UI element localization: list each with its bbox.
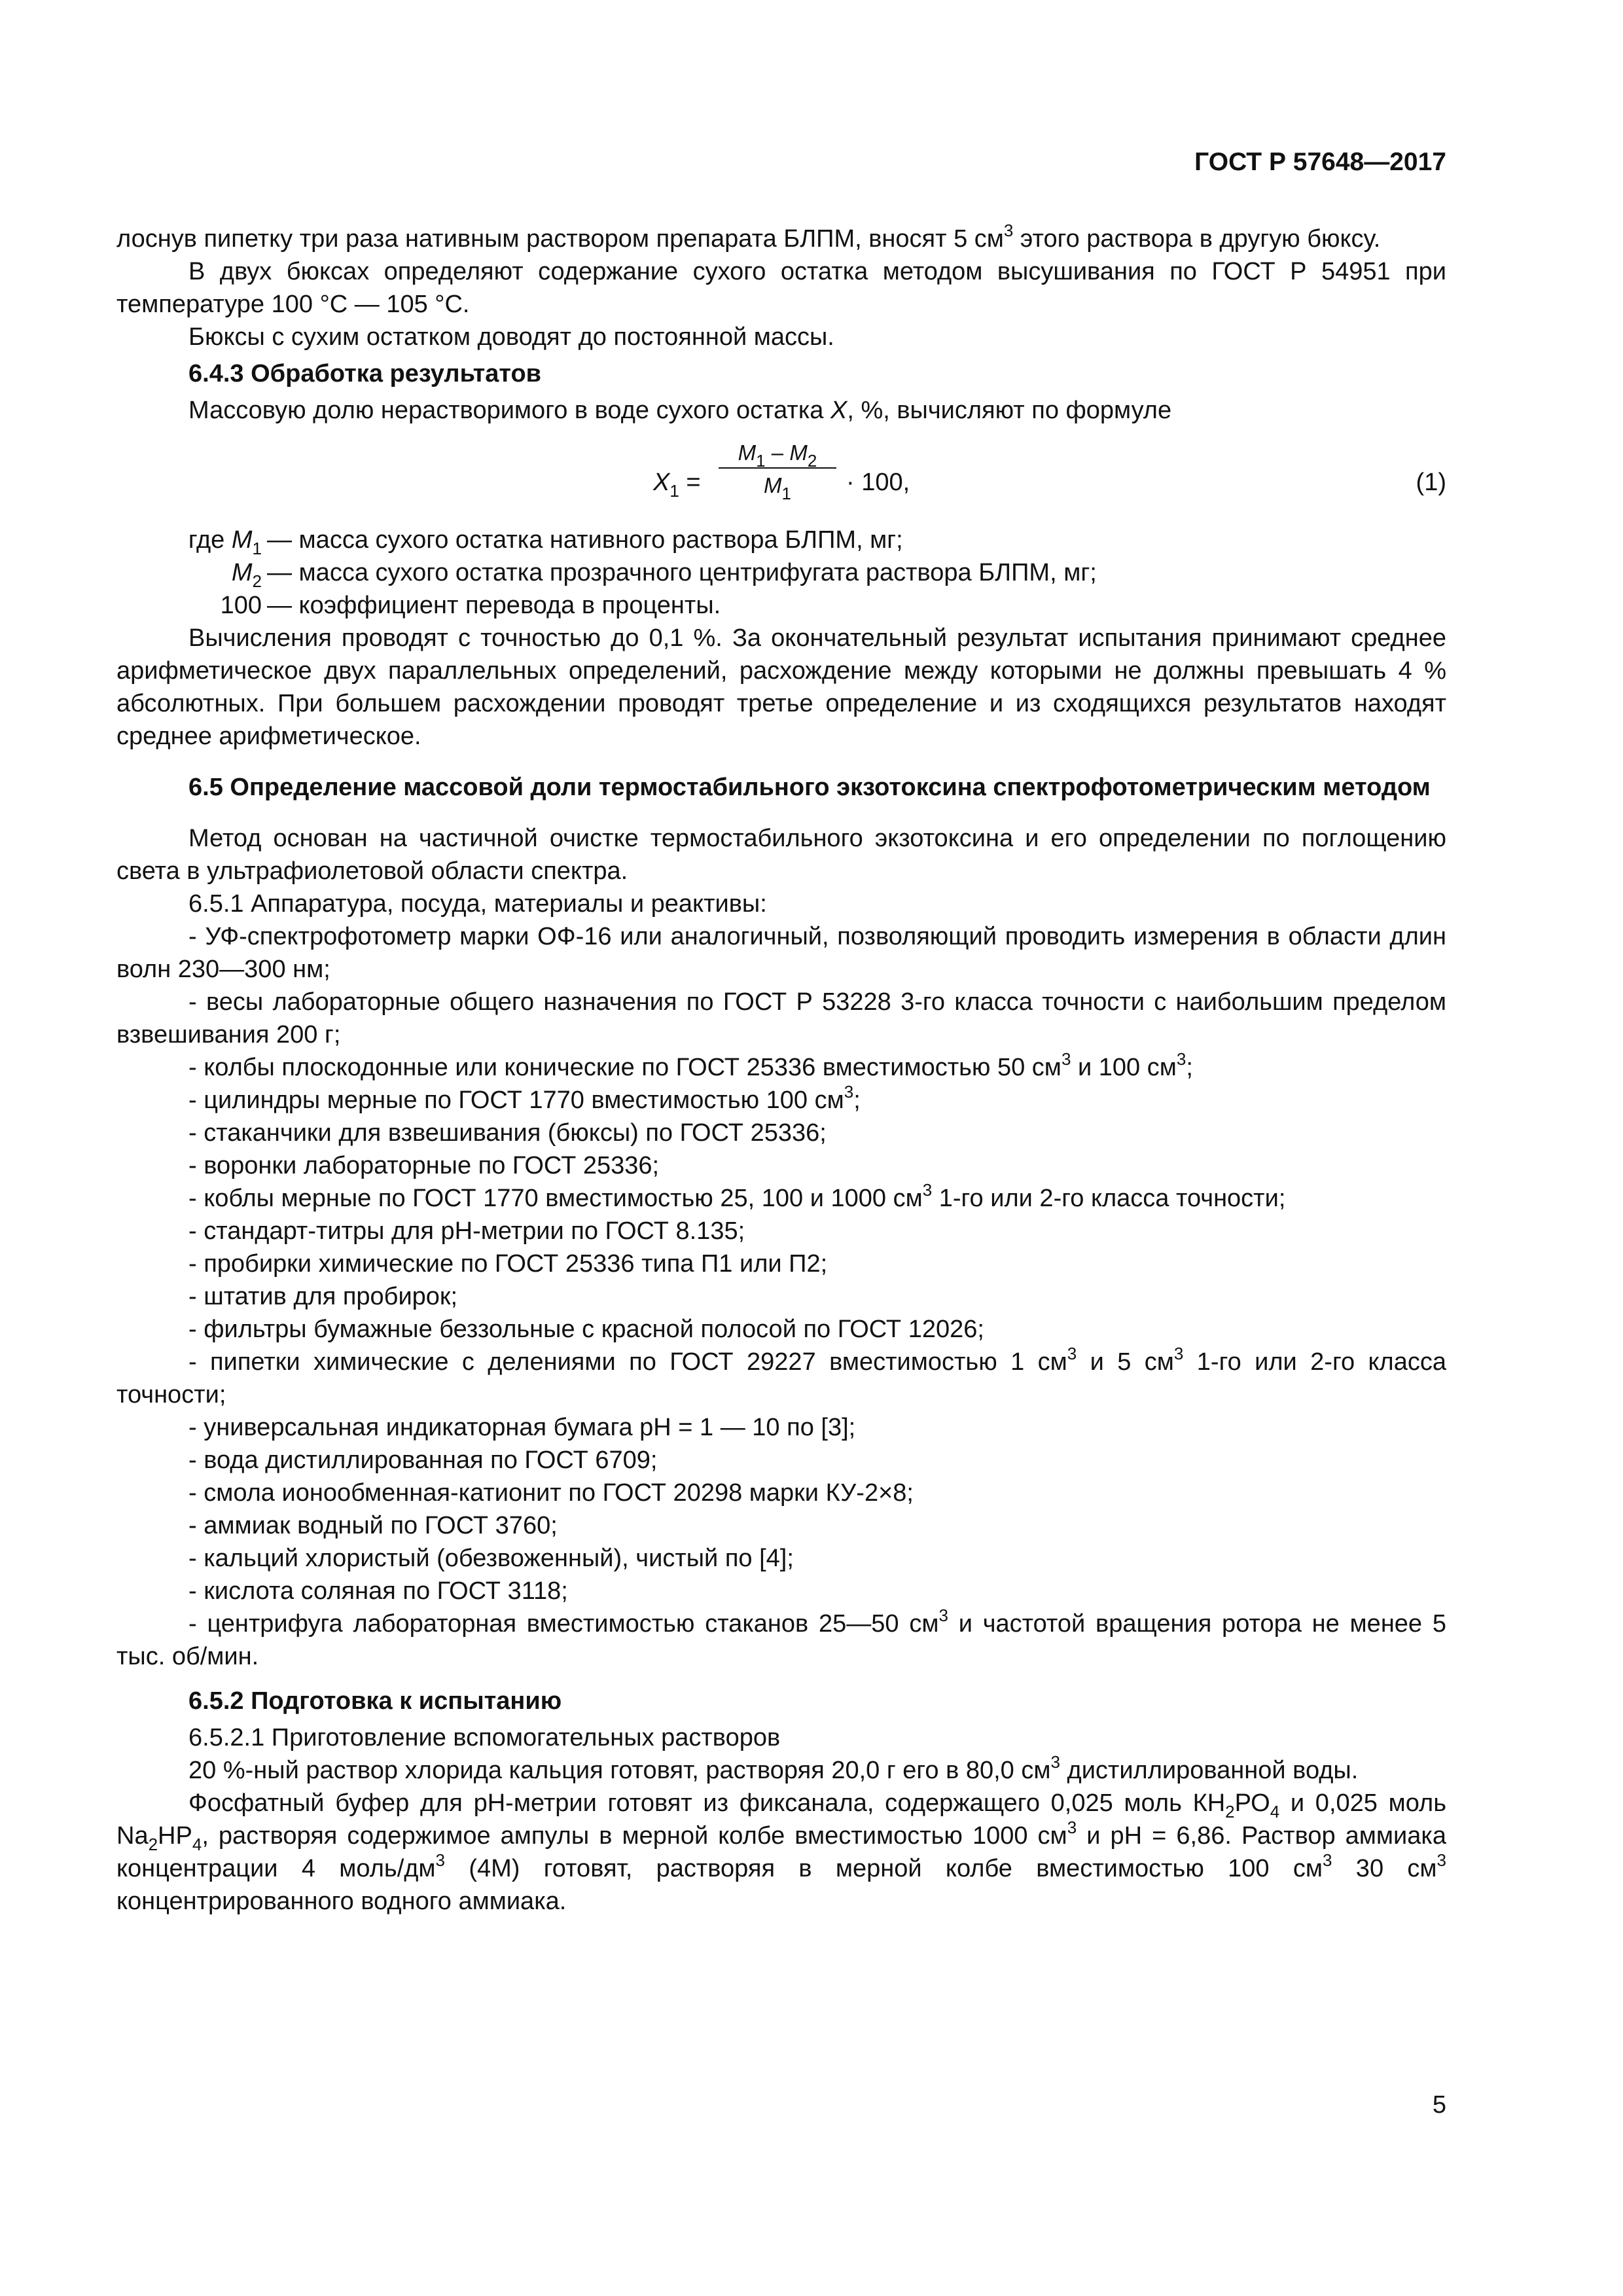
- list-item: - центрифуга лабораторная вместимостью стаканов 25—50 $см^3$ и частотой вращения ротора не менее 5 тыс. об/мин.: [116, 1605, 1446, 1670]
- paragraph-formula-intro: Массовую долю нерастворимого в воде сухого остатка X, %, вычисляют по формуле: [188, 397, 1172, 424]
- list-item: - воронки лабораторные по ГОСТ 25336;: [188, 1152, 660, 1179]
- list-item: - кальций хлористый (обезвоженный), чистый по [4];: [188, 1545, 794, 1572]
- formula-definitions: [116, 524, 1446, 622]
- list-item: - весы лабораторные общего назначения по ГОСТ Р 53228 3-го класса точности с наибольшим пределом взвешивания 200 г;: [116, 988, 1446, 1049]
- definition-row: $M_2$ — масса сухого остатка прозрачного центрифугата раствора БЛПМ, мг;: [231, 559, 1097, 591]
- list-item: - стандарт-титры для рН-метрии по ГОСТ 8.135;: [188, 1217, 745, 1245]
- formula-fraction: [719, 439, 836, 503]
- list-item: - УФ-спектрофотометр марки ОФ-16 или аналогичный, позволяющий проводить измерения в области длин волн 230—300 нм;: [116, 923, 1446, 983]
- paragraph-calcium-chloride: 20 %-ный раствор хлорида кальция готовят, растворяя 20,0 г его в 80,0 $см^3$ дистиллированной воды.: [188, 1752, 1359, 1784]
- list-item: - кислота соляная по ГОСТ 3118;: [188, 1577, 568, 1605]
- formula-denominator: $M_1$: [764, 473, 791, 503]
- list-item: - стаканчики для взвешивания (бюксы) по ГОСТ 25336;: [188, 1119, 827, 1147]
- list-item: - фильтры бумажные беззольные с красной полосой по ГОСТ 12026;: [188, 1316, 984, 1343]
- list-item: - колбы плоскодонные или конические по ГОСТ 25336 вместимостью 50 $см^3$ и 100 $см^3$;: [188, 1049, 1193, 1081]
- paragraph-6-5-1: 6.5.1 Аппаратура, посуда, материалы и реактивы:: [188, 890, 767, 918]
- paragraph-drying: В двух бюксах определяют содержание сухого остатка методом высушивания по ГОСТ Р 54951 при температуре 100 °С — 105 °С.: [116, 258, 1446, 318]
- formula-lhs: $X_1$ =: [653, 469, 701, 501]
- paragraph-accuracy: Вычисления проводят с точностью до 0,1 %. За окончательный результат испытания принимают среднее арифметическое двух параллельных определений, расхождение между которыми не должны превышать 4 % абсолютных. При большем расхождении проводят третье определение и из сходящихся результатов находят среднее арифметическое.: [116, 624, 1446, 750]
- list-item: - штатив для пробирок;: [188, 1283, 458, 1310]
- page-number: 5: [1432, 2091, 1446, 2119]
- heading-6-5: 6.5 Определение массовой доли термостабильного экзотоксина спектрофотометрическим методом: [188, 774, 1431, 801]
- list-item: - вода дистиллированная по ГОСТ 6709;: [188, 1446, 658, 1474]
- list-item: - пипетки химические с делениями по ГОСТ 29227 вместимостью 1 $см^3$ и 5 $см^3$ 1-го или 2-го класса точности;: [116, 1344, 1446, 1408]
- list-item: - пробирки химические по ГОСТ 25336 типа П1 или П2;: [188, 1250, 828, 1278]
- formula-multiplier: · 100,: [846, 469, 910, 496]
- heading-6-4-3: 6.4.3 Обработка результатов: [188, 360, 542, 387]
- paragraph-phosphate-buffer: Фосфатный буфер для рН-метрии готовят из фиксанала, содержащего 0,025 моль $КН_2РО_4$ и 0,025 моль $Na_2НР_4$, растворяя содержимое ампулы в мерной колбе вместимостью 1000 $см^3$ и рН = 6,86. Раствор аммиака концентрации 4 моль/$дм^3$ (4М) готовят, растворяя в мерной колбе вместимостью 100 $см^3$ 30 $см^3$ концентрированного водного аммиака.: [116, 1789, 1447, 1915]
- definition-row: где $M_1$ — масса сухого остатка нативного раствора БЛПМ, мг;: [188, 526, 903, 558]
- heading-6-5-2: 6.5.2 Подготовка к испытанию: [188, 1687, 562, 1715]
- paragraph-continuation: лоснув пипетку три раза нативным раствором препарата БЛПМ, вносят 5 $см^3$ этого раствора в другую бюксу.: [116, 221, 1381, 253]
- list-item: - смола ионообменная-катионит по ГОСТ 20298 марки КУ-2×8;: [188, 1479, 914, 1507]
- paragraph-constant-mass: Бюксы с сухим остатком доводят до постоянной массы.: [188, 323, 834, 351]
- formula-1: [116, 432, 1446, 517]
- paragraph-method: Метод основан на частичной очистке термостабильного экзотоксина и его определении по поглощению света в ультрафиолетовой области спектра.: [116, 825, 1446, 885]
- formula-number: (1): [1416, 469, 1446, 496]
- list-item: - цилиндры мерные по ГОСТ 1770 вместимостью 100 $см^3$;: [188, 1082, 861, 1114]
- paragraph-6-5-2-1: 6.5.2.1 Приготовление вспомогательных растворов: [188, 1724, 781, 1751]
- list-item: - коблы мерные по ГОСТ 1770 вместимостью 25, 100 и 1000 $см^3$ 1-го или 2-го класса точности;: [188, 1180, 1286, 1212]
- list-item: - аммиак водный по ГОСТ 3760;: [188, 1512, 558, 1539]
- formula-numerator: $M_1 - M_2$: [719, 439, 836, 469]
- page-body: [116, 223, 1446, 1918]
- definition-row: 100 — коэффициент перевода в проценты.: [220, 592, 721, 619]
- list-item: - универсальная индикаторная бумага рН = 1 — 10 по [3];: [188, 1414, 856, 1441]
- document-code: ГОСТ Р 57648—2017: [1194, 148, 1446, 176]
- equipment-list: [116, 920, 1446, 1673]
